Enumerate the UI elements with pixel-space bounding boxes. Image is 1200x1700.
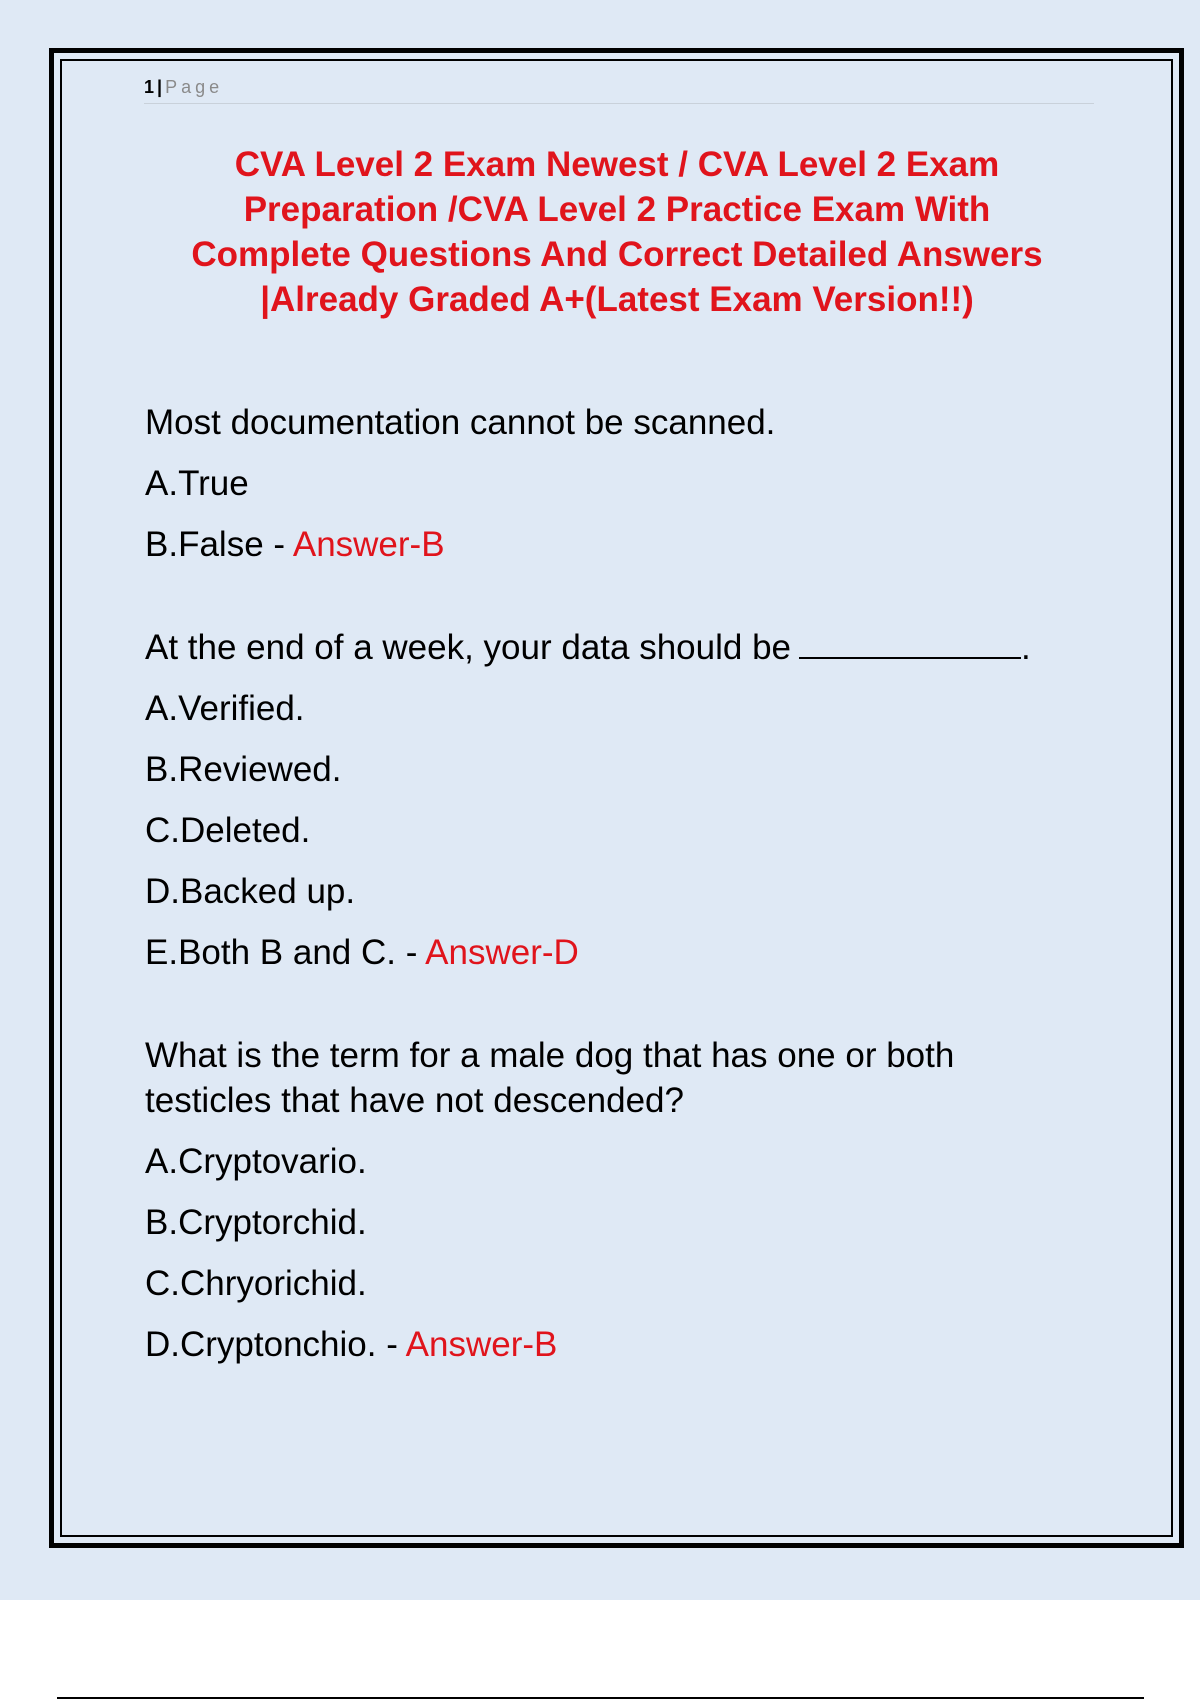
fill-in-blank bbox=[799, 629, 1021, 659]
option-e bbox=[145, 930, 1105, 975]
document-title bbox=[100, 142, 1134, 322]
question-end: . bbox=[1021, 628, 1031, 667]
question-text bbox=[145, 625, 1105, 670]
page-separator: | bbox=[157, 77, 163, 97]
title-line: |Already Graded A+(Latest Exam Version!!) bbox=[260, 280, 974, 319]
option-a: A.Verified. bbox=[145, 689, 305, 728]
option-c: C.Deleted. bbox=[145, 811, 311, 850]
option-b: B.Reviewed. bbox=[145, 750, 342, 789]
option-d: D.Backed up. bbox=[145, 872, 356, 911]
option-a: A.True bbox=[145, 464, 249, 503]
option-label: B.False bbox=[145, 525, 264, 564]
question-2 bbox=[145, 625, 1105, 975]
page-label: Page bbox=[165, 77, 224, 97]
title-line: Preparation /CVA Level 2 Practice Exam With bbox=[243, 190, 991, 229]
questions-list bbox=[145, 400, 1105, 1425]
title-line: Complete Questions And Correct Detailed Answers bbox=[191, 235, 1043, 274]
option-label: D.Cryptonchio. bbox=[145, 1325, 377, 1364]
answer-text: Answer-B bbox=[405, 1325, 558, 1364]
answer-separator: - bbox=[263, 525, 293, 564]
question-1 bbox=[145, 400, 1105, 567]
answer-separator: - bbox=[376, 1325, 406, 1364]
question-text bbox=[145, 1033, 1105, 1123]
option-b bbox=[145, 522, 1105, 567]
answer-text: Answer-B bbox=[292, 525, 445, 564]
question-3 bbox=[145, 1033, 1105, 1367]
question-line: testicles that have not descended? bbox=[145, 1081, 684, 1120]
option-a: A.Cryptovario. bbox=[145, 1142, 367, 1181]
page-number: 1 bbox=[144, 77, 155, 97]
footer-rule bbox=[57, 1697, 1144, 1699]
page-header bbox=[144, 74, 1094, 104]
question-text: Most documentation cannot be scanned. bbox=[145, 403, 776, 442]
answer-separator: - bbox=[395, 933, 426, 972]
option-d bbox=[145, 1322, 1105, 1367]
option-label: E.Both B and C. bbox=[145, 933, 396, 972]
question-prompt: At the end of a week, your data should be bbox=[145, 628, 791, 667]
option-b: B.Cryptorchid. bbox=[145, 1203, 367, 1242]
option-c: C.Chryorichid. bbox=[145, 1264, 367, 1303]
question-line: What is the term for a male dog that has one or both bbox=[145, 1036, 955, 1075]
answer-text: Answer-D bbox=[425, 933, 579, 972]
title-line: CVA Level 2 Exam Newest / CVA Level 2 Exam bbox=[234, 145, 1000, 184]
